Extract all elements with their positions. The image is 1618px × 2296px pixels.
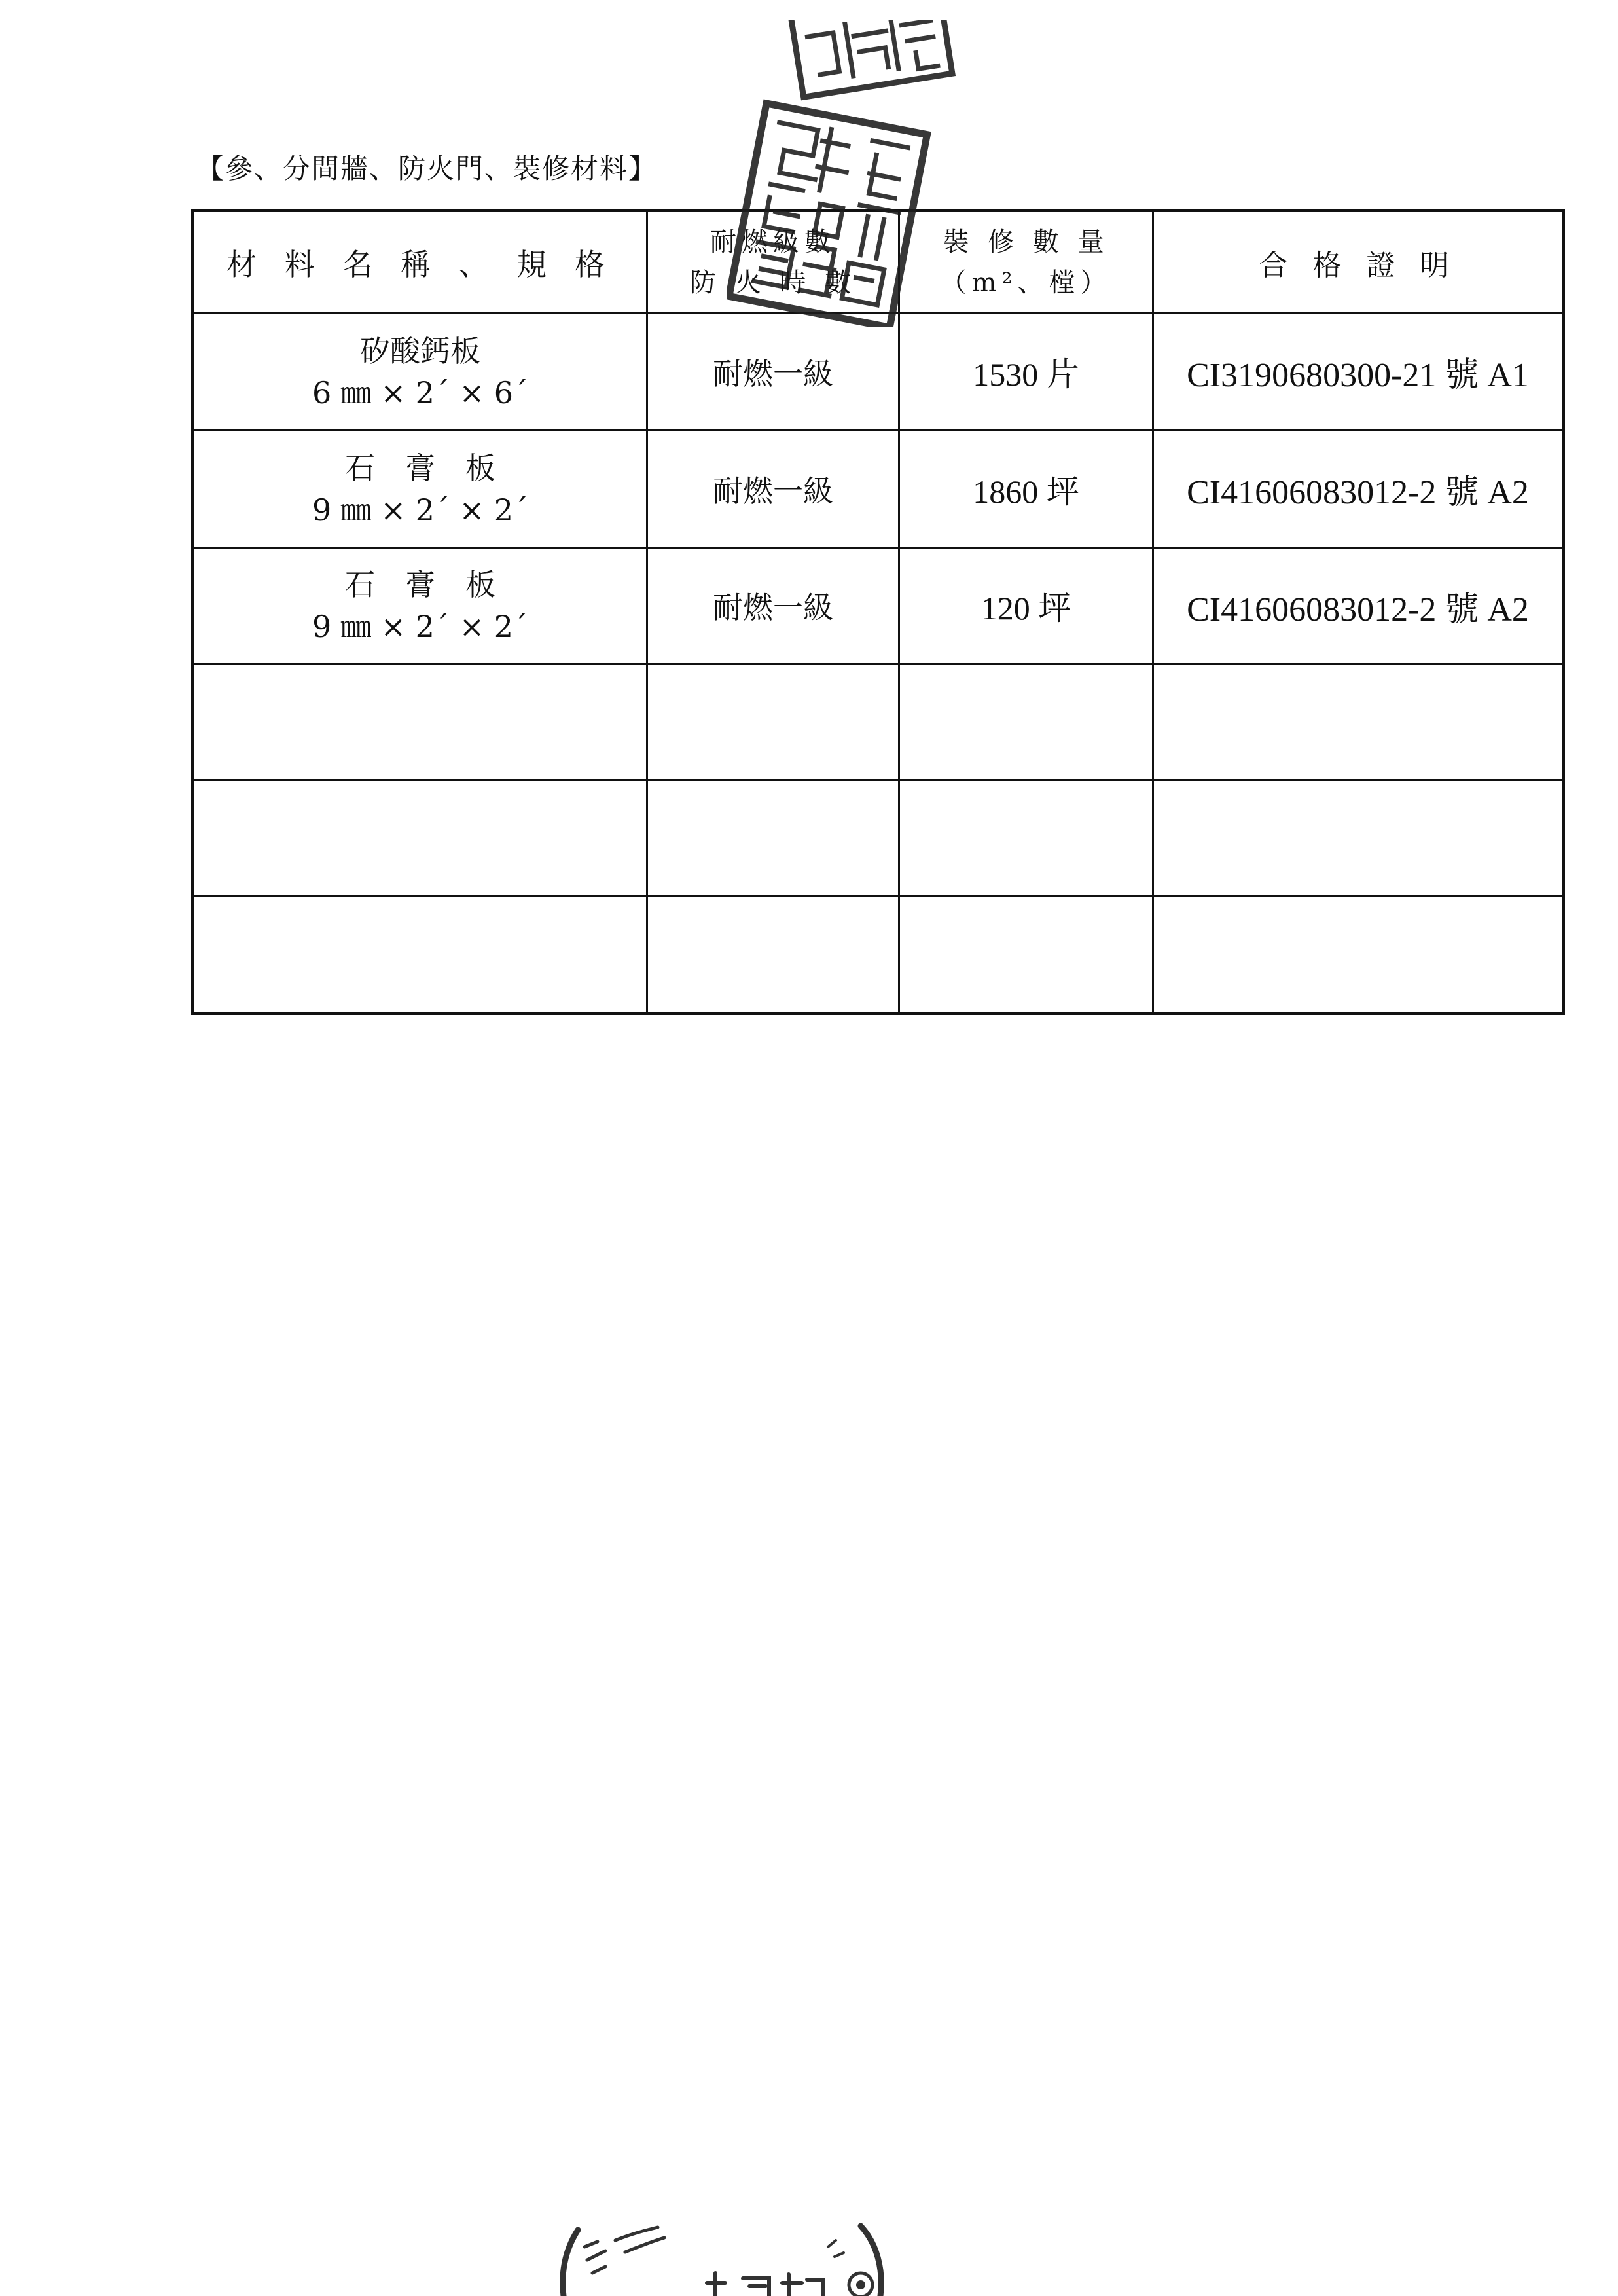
cell-material <box>193 548 647 664</box>
certificate-value: CI41606083012-2 號 A2 <box>1187 591 1529 629</box>
header-quantity-line-1: 裝 修 數 量 <box>943 227 1109 257</box>
fire-rating-value: 耐燃一級 <box>713 355 833 392</box>
cell-spec: 6 ㎜ × 2´ × 6´ <box>312 374 528 410</box>
cell-fire-rating <box>647 314 899 430</box>
cell-quantity <box>899 780 1153 896</box>
header-fire-rating-line-1: 耐燃級數 <box>710 227 836 257</box>
cell-quantity <box>899 896 1153 1014</box>
cell-certificate <box>1153 314 1564 430</box>
cell-quantity <box>899 314 1153 430</box>
table-row <box>193 780 1564 896</box>
table-row <box>193 896 1564 1014</box>
quantity-value: 120 坪 <box>980 590 1071 627</box>
quantity-value: 1860 坪 <box>973 473 1079 510</box>
cell-material <box>193 896 647 1014</box>
certificate-value: CI3190680300-21 號 A1 <box>1187 357 1529 394</box>
cell-fire-rating <box>647 664 899 780</box>
cell-material <box>193 780 647 896</box>
header-cell-fire-rating <box>647 211 899 314</box>
header-fire-rating-line-2: 防 火 時 數 <box>689 267 857 298</box>
cell-certificate <box>1153 430 1564 548</box>
cell-fire-rating <box>647 548 899 664</box>
table-row <box>193 664 1564 780</box>
cell-material <box>193 664 647 780</box>
cell-spec: 9 ㎜ × 2´ × 2´ <box>312 609 528 644</box>
certificate-value: CI41606083012-2 號 A2 <box>1187 474 1529 511</box>
cell-fire-rating <box>647 896 899 1014</box>
header-cell-material <box>193 211 647 314</box>
header-material-label: 材 料 名 稱 、 規 格 <box>226 246 614 282</box>
cell-spec: 9 ㎜ × 2´ × 2´ <box>312 492 528 528</box>
table-row <box>193 314 1564 430</box>
cell-quantity <box>899 430 1153 548</box>
header-certificate-label: 合 格 證 明 <box>1259 248 1457 282</box>
header-cell-certificate <box>1153 211 1564 314</box>
materials-table <box>191 209 1565 1015</box>
cell-material-name: 石 膏 板 <box>345 567 495 602</box>
cell-quantity <box>899 548 1153 664</box>
cell-certificate <box>1153 548 1564 664</box>
cell-material-name: 石 膏 板 <box>345 450 495 486</box>
cell-material <box>193 430 647 548</box>
cell-material-name: 矽酸鈣板 <box>360 333 480 369</box>
cell-certificate <box>1153 780 1564 896</box>
table-header-row <box>193 211 1564 314</box>
header-quantity-line-2: （m²、樘） <box>940 267 1112 298</box>
cell-certificate <box>1153 896 1564 1014</box>
bottom-seal-fragment-icon <box>553 2221 907 2296</box>
cell-fire-rating <box>647 780 899 896</box>
table-row <box>193 430 1564 548</box>
cell-quantity <box>899 664 1153 780</box>
cell-material <box>193 314 647 430</box>
table-row <box>193 548 1564 664</box>
fire-rating-value: 耐燃一級 <box>713 473 833 509</box>
section-title: 【參、分間牆、防火門、裝修材料】 <box>196 153 658 185</box>
fire-rating-value: 耐燃一級 <box>713 590 833 625</box>
quantity-value: 1530 片 <box>973 355 1079 393</box>
cell-certificate <box>1153 664 1564 780</box>
header-cell-quantity <box>899 211 1153 314</box>
cell-fire-rating <box>647 430 899 548</box>
